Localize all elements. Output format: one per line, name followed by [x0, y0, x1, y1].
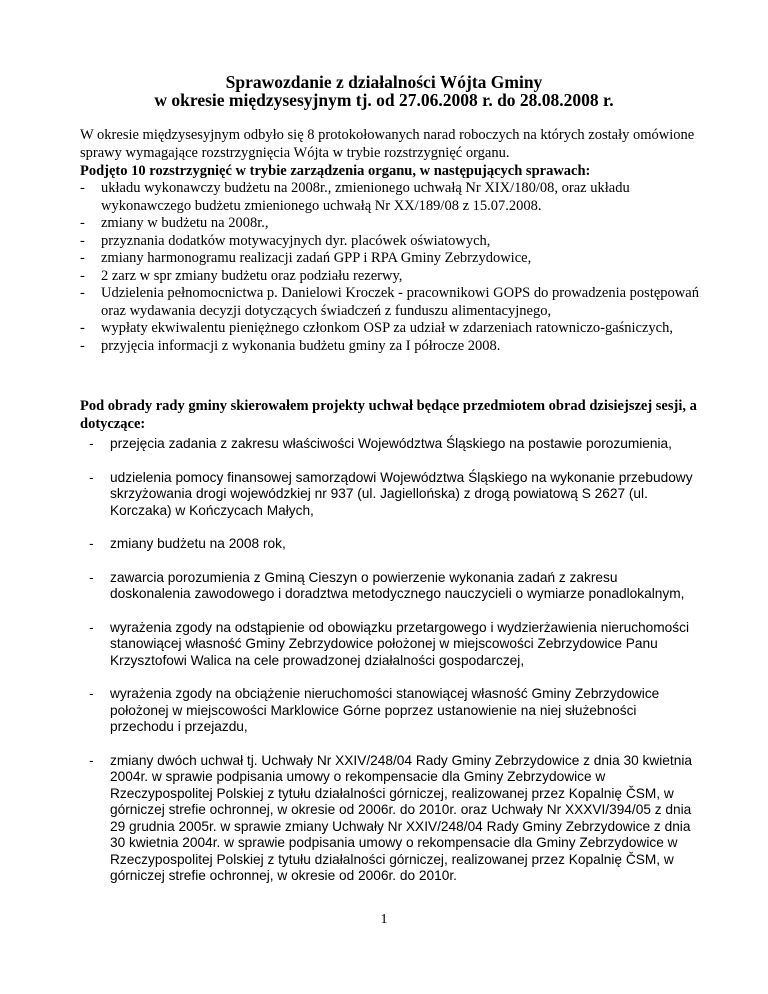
- list-item-text: wypłaty ekwiwalentu pieniężnego członkom OSP za udział w zdarzeniach ratowniczo-gaśniczych,: [101, 320, 673, 336]
- list-item-text: udzielenia pomocy finansowej samorządowi Województwa Śląskiego na wykonanie przebudowy skrzyżowania drogi wojewódzkiej nr 937 (ul. Jagiellońska) z drogą powiatową S 2627 (ul. Korczaka) w Kończycach Małych,: [110, 469, 693, 518]
- dash-bullet: -: [80, 285, 85, 301]
- dash-bullet: -: [80, 215, 85, 231]
- list-item-text: zmiany dwóch uchwał tj. Uchwały Nr XXIV/248/04 Rady Gminy Zebrzydowice z dnia 30 kwietnia 2004r. w sprawie podpisania umowy o rekompensacie dla Gminy Zebrzydowice w Rzeczypospolitej Polskiej z tytułu działalności górniczej, realizowanej przez Kopalnię ČSM, w górniczej strefie ochronnej, w okresie od 2006r. do 2010r. oraz Uchwały Nr XXXVI/394/05 z dnia 29 grudnia 2005r. w sprawie zmiany Uchwały Nr XXIV/248/04 Rady Gminy Zebrzydowice z dnia 30 kwietnia 2004r. w sprawie podpisania umowy o rekompensacie dla Gminy Zebrzydowice w Rzeczypospolitej Polskiej z tytułu działalności górniczej, realizowanej przez Kopalnię ČSM, w górniczej strefie ochronnej, w okresie od 2006r. do 2010r.: [110, 752, 692, 883]
- dash-bullet: -: [80, 232, 85, 249]
- dash-bullet: -: [80, 267, 85, 284]
- document-title-line-2: w okresie międzysesyjnym tj. od 27.06.2008 r. do 28.08.2008 r.: [154, 90, 614, 110]
- list-item: [80, 753, 700, 885]
- dash-bullet: -: [89, 752, 94, 768]
- list-item: [80, 250, 700, 268]
- list-item-text: wyrażenia zgody na obciążenie nieruchomości stanowiącej własność Gminy Zebrzydowice położonej w miejscowości Marklowice Górne poprzez ustanowienie na niej służebności przechodu i przejazdu,: [110, 686, 660, 734]
- list-item-text: zmiany w budżetu na 2008r.,: [101, 215, 269, 231]
- document-title-line-1: Sprawozdanie z działalności Wójta Gminy: [225, 72, 543, 92]
- list-item: [80, 233, 700, 251]
- list-item: [80, 320, 700, 338]
- list-item-text: zawarcia porozumienia z Gminą Cieszyn o powierzenie wykonania zadań z zakresu doskonalenia zawodowego i doradztwa metodycznego nauczycieli o wymiarze ponadlokalnym,: [110, 569, 685, 601]
- dash-bullet: -: [89, 619, 94, 635]
- dash-bullet: -: [89, 686, 94, 701]
- page-number: 1: [380, 912, 388, 927]
- list-item-text: układu wykonawczy budżetu na 2008r., zmienionego uchwałą Nr XIX/180/08, oraz układu wykonawczego budżetu zmienionego uchwałą Nr XX/189/08 z 15.07.2008.: [101, 180, 630, 214]
- list-item: [80, 268, 700, 286]
- list-item-text: przyjęcia informacji z wykonania budżetu gminy za I półrocze 2008.: [101, 337, 501, 354]
- list-item-text: przyznania dodatków motywacyjnych dyr. placówek oświatowych,: [101, 232, 491, 249]
- dash-bullet: -: [80, 180, 85, 196]
- list-item: [80, 180, 700, 215]
- dash-bullet: -: [80, 320, 85, 336]
- dash-bullet: -: [89, 569, 94, 585]
- list-item: [80, 285, 700, 320]
- list-item: [80, 338, 700, 356]
- dash-bullet: -: [89, 469, 94, 485]
- list-item: [80, 570, 700, 603]
- list-item: [80, 620, 700, 670]
- list-item-text: Udzielenia pełnomocnictwa p. Danielowi Kroczek - pracownikowi GOPS do prowadzenia postępowań oraz wydawania decyzji dotyczących świadczeń z funduszu alimentacyjnego,: [101, 285, 699, 319]
- list-item-text: przejęcia zadania z zakresu właściwości Województwa Śląskiego na postawie porozumienia,: [110, 436, 672, 451]
- list-item-text: 2 zarz w spr zmiany budżetu oraz podziału rezerwy,: [101, 267, 403, 284]
- section-2-list: [80, 436, 700, 902]
- section-2-heading: Pod obrady rady gminy skierowałem projekty uchwał będące przedmiotem obrad dzisiejszej sesji, a dotyczące:: [80, 398, 697, 432]
- list-item: [80, 686, 700, 736]
- list-item-text: zmiany harmonogramu realizacji zadań GPP i RPA Gminy Zebrzydowice,: [101, 250, 532, 266]
- list-item: [80, 536, 700, 553]
- list-item-text: zmiany budżetu na 2008 rok,: [110, 536, 286, 551]
- dash-bullet: -: [80, 337, 85, 354]
- list-item: [80, 215, 700, 233]
- dash-bullet: -: [89, 436, 94, 451]
- intro-paragraph: W okresie międzysesyjnym odbyło się 8 protokołowanych narad roboczych na których zostały omówione sprawy wymagające rozstrzygnięcia Wójta w trybie rozstrzygnięć organu.: [80, 127, 695, 161]
- list-item: [80, 436, 700, 453]
- dash-bullet: -: [80, 250, 85, 266]
- section-1-heading: Podjęto 10 rozstrzygnięć w trybie zarządzenia organu, w następujących sprawach:: [80, 163, 591, 179]
- section-1-list: [80, 180, 700, 355]
- list-item-text: wyrażenia zgody na odstąpienie od obowiązku przetargowego i wydzierżawienia nieruchomości stanowiącej własność Gminy Zebrzydowice położonej w miejscowości Zebrzydowice Panu Krzysztofowi Walica na cele prowadzonej działalności gospodarczej,: [110, 619, 689, 668]
- dash-bullet: -: [89, 536, 94, 551]
- list-item: [80, 470, 700, 520]
